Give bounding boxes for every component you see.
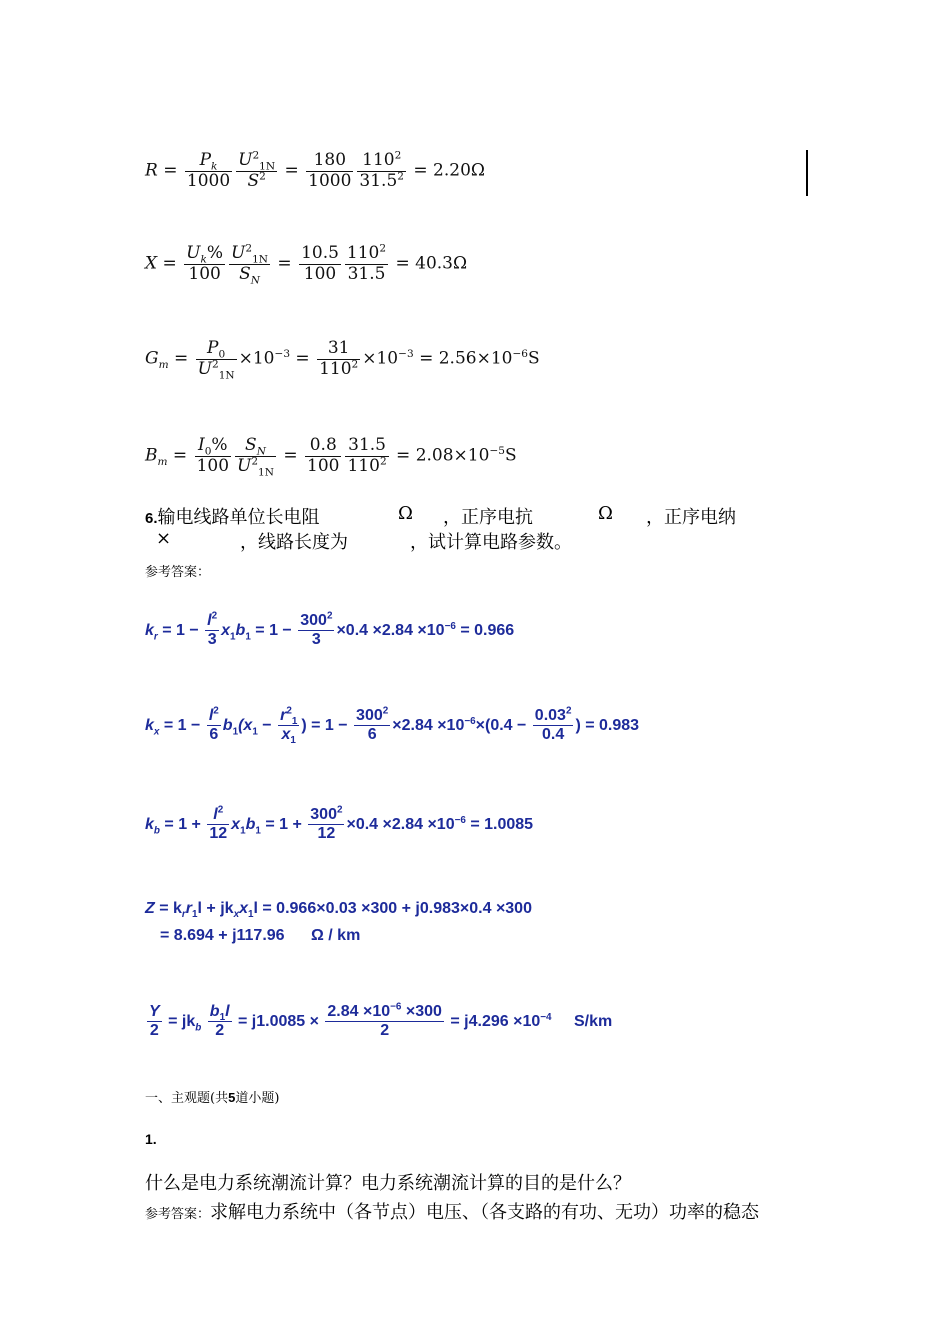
formula-kx: $k_x = 1$ − $\frac{l^2}{6}$ $b_1(x_1$ − $\frac{r^2_1}{x_1}$ ) = 1 − $\frac{300^2}{6}$ $\times 2.84 \times 10^{-6}\times(0.4$ − $\frac{0.03^2}{0.4}$ ) = 0.983 <box>145 705 640 747</box>
formula-kr: $k_r = 1$ − $\frac{l^2}{3}$ $x_1b_1 = 1$ − $\frac{300^2}{3}$ $\times 0.4 \times 2.84 \times 10^{-6} = 0.966$ <box>145 610 515 649</box>
margin-bar <box>806 150 808 196</box>
omega-symbol-2: Ω <box>598 503 613 524</box>
question-6-instruction: ，试计算电路参数。 <box>410 532 572 553</box>
question-6-susceptance: ，正序电纳 <box>646 507 736 528</box>
formula-y: $\frac{Y}{2}$ = $jk_b$ $\frac{b_1l}{2}$ = j1.0085 × $\frac{2.84 \times 10^{-6} \times 300}{2}$ = $j4.296 \times 10^{-4}$ S/km <box>149 1001 613 1040</box>
question-6-length: ，线路长度为 <box>240 532 348 553</box>
question-1-number: 1. <box>145 1131 157 1147</box>
omega-symbol-1: Ω <box>398 503 413 524</box>
formula-z-line1: $Z = k_rr_1l + jk_xx_1l = 0.966\times 0.03 \times 300 + j0.983\times 0.4 \times 300$ <box>145 900 532 921</box>
formula-x: X = $\frac{U_k\%}{100}$ $\frac{U^2_{1N}}{S_N}$ = $\frac{10.5}{100}$ $\frac{110^2}{31.5}$ = 40.3Ω <box>145 242 468 286</box>
formula-kb: $k_b = 1$ + $\frac{l^2}{12}$ $x_1b_1 = 1$ + $\frac{300^2}{12}$ $\times 0.4 \times 2.84 \times 10^{-6} = 1.0085$ <box>145 804 534 843</box>
formula-bm: $B_m$ = $\frac{I_0\%}{100}$ $\frac{S_N}{U^2_{1N}}$ = $\frac{0.8}{100}$ $\frac{31.5}{110^2}$ = $2.08\times 10^{-5}S$ <box>145 435 517 478</box>
question-number: 6. <box>145 510 158 527</box>
section-heading: 一、主观题(共5道小题) <box>145 1090 280 1106</box>
times-symbol: × <box>156 528 172 549</box>
question-1-answer: 参考答案：求解电力系统中（各节点）电压、（各支路的有功、无功）功率的稳态 <box>145 1202 760 1223</box>
question-6-line1: 6.输电线路单位长电阻 <box>145 507 320 528</box>
question-6-reactance: ，正序电抗 <box>443 507 533 528</box>
formula-r: R = $\frac{P_k}{1000}$ $\frac{U^2_{1N}}{S^2}$ = $\frac{180}{1000}$ $\frac{110^2}{31.5^2}$ = 2.20Ω <box>145 149 485 191</box>
question-1-text: 什么是电力系统潮流计算？电力系统潮流计算的目的是什么？ <box>145 1173 631 1194</box>
answer-label: 参考答案： <box>145 565 211 580</box>
formula-gm: $G_m$ = $\frac{P_0}{U^2_{1N}}$ $\times 10^{-3}$ = $\frac{31}{110^2}$ $\times 10^{-3} = 2.56\times 10^{-6}S$ <box>145 338 540 381</box>
formula-z-line2: = 8.694 + j117.96 Ω / km <box>160 927 361 944</box>
